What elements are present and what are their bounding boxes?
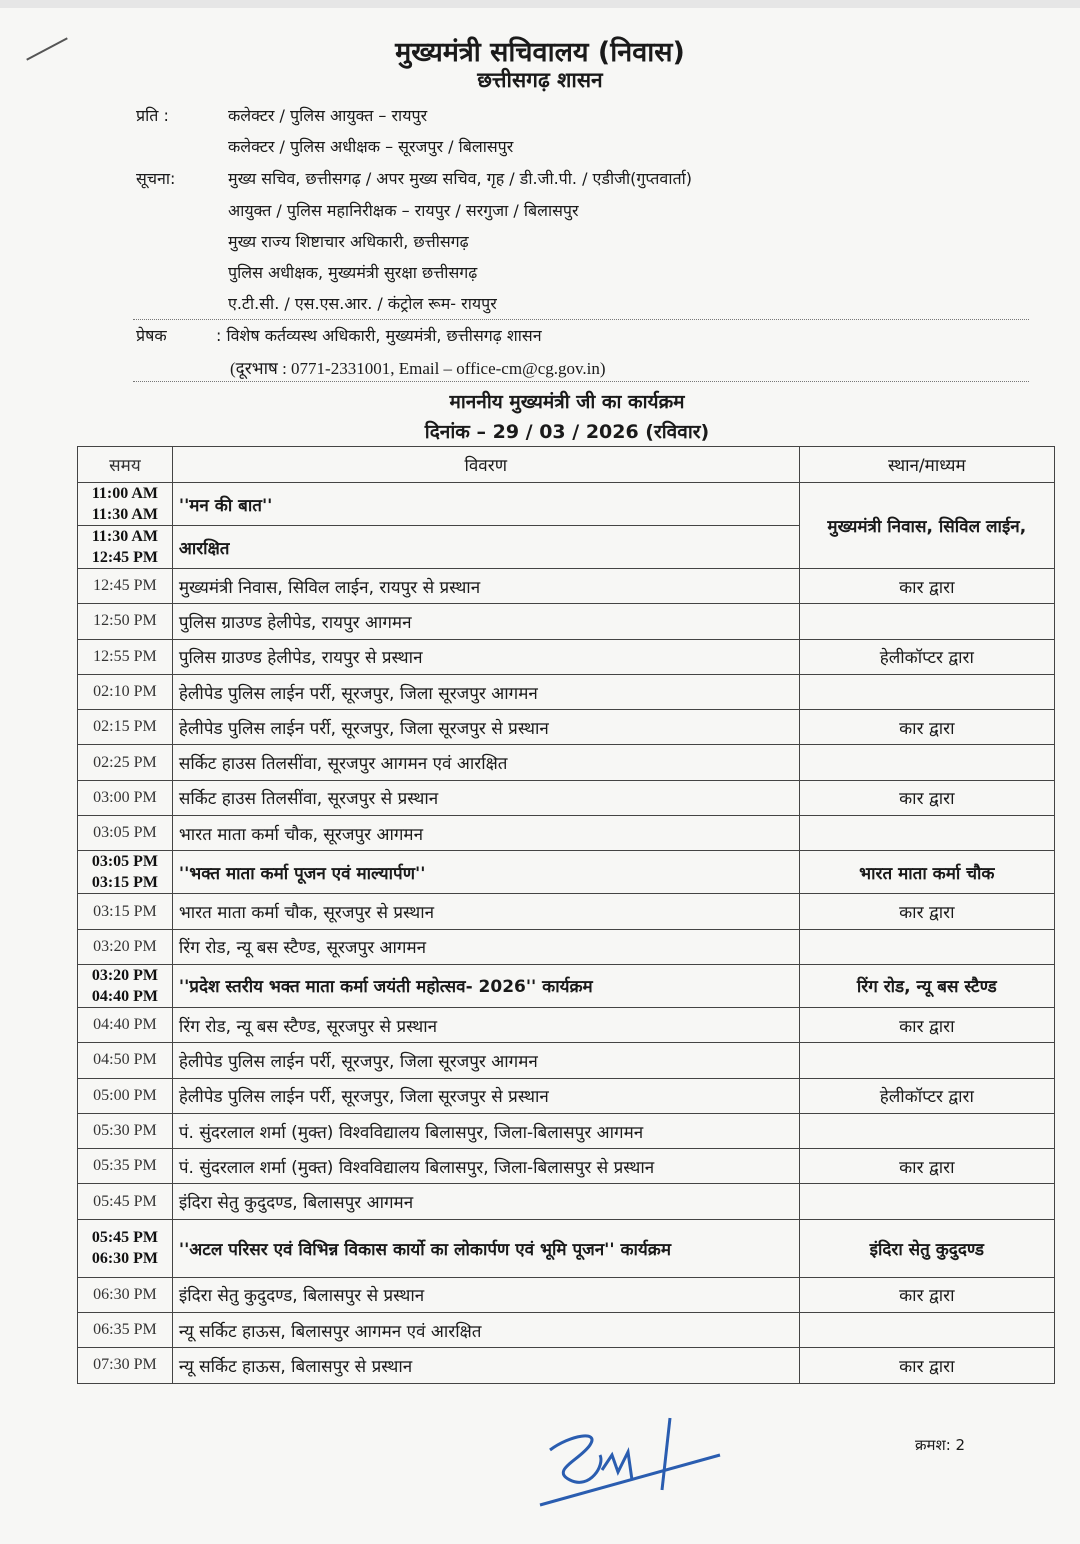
schedule-details: पुलिस ग्राउण्ड हेलीपेड, रायपुर आगमन bbox=[172, 604, 799, 639]
office-subtitle: छत्तीसगढ़ शासन bbox=[477, 68, 603, 92]
schedule-place-mode: कार द्वारा bbox=[799, 710, 1054, 745]
schedule-place-mode: कार द्वारा bbox=[799, 1277, 1054, 1312]
schedule-row bbox=[78, 1184, 1055, 1219]
schedule-time bbox=[78, 1313, 173, 1348]
schedule-details: मुख्यमंत्री निवास, सिविल लाईन, रायपुर से प्रस्थान bbox=[172, 569, 799, 604]
time-value: 04:40 PM bbox=[91, 987, 159, 1005]
suchna-line: आयुक्त / पुलिस महानिरीक्षक – रायपुर / सरगुजा / बिलासपुर bbox=[228, 201, 579, 220]
schedule-time bbox=[78, 604, 173, 639]
time-value: 02:25 PM bbox=[93, 753, 157, 771]
schedule-details: इंदिरा सेतु कुदुदण्ड, बिलासपुर से प्रस्थान bbox=[172, 1277, 799, 1312]
time-value: 06:30 PM bbox=[91, 1250, 159, 1268]
schedule-row bbox=[78, 604, 1055, 639]
schedule-time bbox=[78, 710, 173, 745]
schedule-place-mode: कार द्वारा bbox=[799, 1007, 1054, 1042]
schedule-place-mode bbox=[799, 674, 1054, 709]
schedule-row bbox=[78, 1113, 1055, 1148]
suchna-label: सूचना: bbox=[136, 169, 176, 188]
schedule-row bbox=[78, 1007, 1055, 1042]
schedule-details: हेलीपेड पुलिस लाईन पर्री, सूरजपुर, जिला सूरजपुर से प्रस्थान bbox=[172, 710, 799, 745]
schedule-details: भारत माता कर्मा चौक, सूरजपुर से प्रस्थान bbox=[172, 894, 799, 929]
time-value: 06:30 PM bbox=[93, 1285, 157, 1303]
schedule-place-mode: कार द्वारा bbox=[799, 1348, 1054, 1383]
schedule-time bbox=[78, 1149, 173, 1184]
schedule-place-mode: कार द्वारा bbox=[799, 780, 1054, 815]
time-value: 11:30 AM bbox=[91, 528, 159, 545]
schedule-time bbox=[78, 894, 173, 929]
preshak-line: : विशेष कर्तव्यस्थ अधिकारी, मुख्यमंत्री, छत्तीसगढ़ शासन bbox=[216, 326, 542, 345]
schedule-details: सर्किट हाउस तिलसींवा, सूरजपुर से प्रस्थान bbox=[172, 780, 799, 815]
schedule-time bbox=[78, 639, 173, 674]
schedule-details: रिंग रोड, न्यू बस स्टैण्ड, सूरजपुर आगमन bbox=[172, 929, 799, 964]
schedule-time bbox=[78, 1348, 173, 1383]
time-value: 03:20 PM bbox=[91, 966, 159, 984]
schedule-place-mode: रिंग रोड, न्यू बस स्टैण्ड bbox=[799, 964, 1054, 1007]
column-header-place-mode: स्थान/माध्यम bbox=[799, 447, 1054, 483]
schedule-row bbox=[78, 710, 1055, 745]
time-value: 03:20 PM bbox=[93, 937, 157, 955]
divider bbox=[133, 381, 1029, 382]
schedule-place-mode bbox=[799, 816, 1054, 851]
time-value: 03:05 PM bbox=[93, 824, 157, 842]
time-value: 03:05 PM bbox=[91, 853, 159, 871]
schedule-details: इंदिरा सेतु कुदुदण्ड, बिलासपुर आगमन bbox=[172, 1184, 799, 1219]
scan-top-edge bbox=[0, 0, 1080, 8]
schedule-time bbox=[78, 816, 173, 851]
schedule-time bbox=[78, 1277, 173, 1312]
schedule-details: आरक्षित bbox=[172, 526, 799, 569]
schedule-row bbox=[78, 1219, 1055, 1277]
schedule-place-mode: हेलीकॉप्टर द्वारा bbox=[799, 1078, 1054, 1113]
schedule-row bbox=[78, 1313, 1055, 1348]
schedule-time bbox=[78, 780, 173, 815]
schedule-details: भारत माता कर्मा चौक, सूरजपुर आगमन bbox=[172, 816, 799, 851]
schedule-row bbox=[78, 1043, 1055, 1078]
schedule-row bbox=[78, 569, 1055, 604]
schedule-details: पुलिस ग्राउण्ड हेलीपेड, रायपुर से प्रस्थान bbox=[172, 639, 799, 674]
suchna-line: मुख्य राज्य शिष्टाचार अधिकारी, छत्तीसगढ़ bbox=[228, 232, 469, 251]
schedule-place-mode bbox=[799, 1313, 1054, 1348]
schedule-time bbox=[78, 745, 173, 780]
schedule-details: न्यू सर्किट हाऊस, बिलासपुर से प्रस्थान bbox=[172, 1348, 799, 1383]
schedule-details: सर्किट हाउस तिलसींवा, सूरजपुर आगमन एवं आरक्षित bbox=[172, 745, 799, 780]
schedule-title: माननीय मुख्यमंत्री जी का कार्यक्रम bbox=[449, 391, 685, 413]
schedule-row bbox=[78, 483, 1055, 526]
schedule-place-mode bbox=[799, 1043, 1054, 1078]
continued-page-marker: क्रमश: 2 bbox=[915, 1436, 966, 1454]
time-value: 05:45 PM bbox=[93, 1192, 157, 1210]
schedule-time bbox=[78, 851, 173, 894]
suchna-line: ए.टी.सी. / एस.एस.आर. / कंट्रोल रूम- रायपुर bbox=[228, 294, 497, 313]
schedule-time bbox=[78, 1007, 173, 1042]
time-value: 04:50 PM bbox=[93, 1051, 157, 1069]
time-value: 05:30 PM bbox=[93, 1122, 157, 1139]
schedule-time bbox=[78, 929, 173, 964]
schedule-details: पं. सुंदरलाल शर्मा (मुक्त) विश्वविद्यालय बिलासपुर, जिला-बिलासपुर आगमन bbox=[172, 1113, 799, 1148]
schedule-details: पं. सुंदरलाल शर्मा (मुक्त) विश्वविद्यालय बिलासपुर, जिला-बिलासपुर से प्रस्थान bbox=[172, 1149, 799, 1184]
column-header-details: विवरण bbox=[172, 447, 799, 483]
schedule-row bbox=[78, 964, 1055, 1007]
time-value: 05:00 PM bbox=[93, 1086, 157, 1104]
time-value: 02:10 PM bbox=[93, 683, 157, 701]
schedule-place-mode: कार द्वारा bbox=[799, 569, 1054, 604]
time-value: 04:40 PM bbox=[93, 1016, 157, 1034]
time-value: 03:00 PM bbox=[93, 788, 157, 806]
schedule-row bbox=[78, 929, 1055, 964]
schedule-time bbox=[78, 1184, 173, 1219]
time-value: 07:30 PM bbox=[93, 1356, 157, 1374]
schedule-row bbox=[78, 639, 1055, 674]
contact-line: (दूरभाष : 0771-2331001, Email – office-cm@cg.gov.in) bbox=[230, 359, 606, 378]
schedule-row bbox=[78, 780, 1055, 815]
schedule-place-mode: मुख्यमंत्री निवास, सिविल लाईन, bbox=[799, 483, 1054, 569]
schedule-time bbox=[78, 1113, 173, 1148]
time-value: 12:45 PM bbox=[93, 577, 157, 595]
time-value: 11:00 AM bbox=[91, 485, 159, 502]
schedule-place-mode bbox=[799, 604, 1054, 639]
time-value: 12:50 PM bbox=[93, 612, 157, 630]
schedule-details: ''प्रदेश स्तरीय भक्त माता कर्मा जयंती महोत्सव- 2026'' कार्यक्रम bbox=[172, 964, 799, 1007]
signature-icon bbox=[530, 1410, 730, 1510]
preshak-label: प्रेषक bbox=[136, 326, 167, 345]
schedule-details: हेलीपेड पुलिस लाईन पर्री, सूरजपुर, जिला सूरजपुर से प्रस्थान bbox=[172, 1078, 799, 1113]
schedule-details: ''मन की बात'' bbox=[172, 483, 799, 526]
prati-line: कलेक्टर / पुलिस आयुक्त – रायपुर bbox=[228, 106, 428, 125]
office-title: मुख्यमंत्री सचिवालय (निवास) bbox=[395, 37, 685, 68]
schedule-details: ''अटल परिसर एवं विभिन्न विकास कार्यो का लोकार्पण एवं भूमि पूजन'' कार्यक्रम bbox=[172, 1219, 799, 1277]
time-value: 05:35 PM bbox=[93, 1157, 157, 1175]
schedule-place-mode bbox=[799, 1113, 1054, 1148]
schedule-place-mode bbox=[799, 1184, 1054, 1219]
schedule-details: न्यू सर्किट हाऊस, बिलासपुर आगमन एवं आरक्षित bbox=[172, 1313, 799, 1348]
schedule-row bbox=[78, 816, 1055, 851]
schedule-place-mode: भारत माता कर्मा चौक bbox=[799, 851, 1054, 894]
divider bbox=[133, 319, 1029, 320]
schedule-row bbox=[78, 851, 1055, 894]
schedule-place-mode: कार द्वारा bbox=[799, 894, 1054, 929]
time-value: 12:45 PM bbox=[91, 549, 159, 566]
suchna-line: मुख्य सचिव, छत्तीसगढ़ / अपर मुख्य सचिव, गृह / डी.जी.पी. / एडीजी(गुप्तवार्ता) bbox=[228, 169, 692, 188]
time-value: 06:35 PM bbox=[93, 1321, 157, 1339]
schedule-row bbox=[78, 674, 1055, 709]
schedule-row bbox=[78, 1078, 1055, 1113]
schedule-details: ''भक्त माता कर्मा पूजन एवं माल्यार्पण'' bbox=[172, 851, 799, 894]
schedule-date: दिनांक – 29 / 03 / 2026 (रविवार) bbox=[424, 421, 710, 443]
schedule-table bbox=[77, 446, 1055, 1384]
schedule-details: हेलीपेड पुलिस लाईन पर्री, सूरजपुर, जिला सूरजपुर आगमन bbox=[172, 674, 799, 709]
time-value: 05:45 PM bbox=[91, 1229, 159, 1247]
schedule-place-mode: इंदिरा सेतु कुदुदण्ड bbox=[799, 1219, 1054, 1277]
time-value: 02:15 PM bbox=[93, 718, 157, 736]
schedule-place-mode: कार द्वारा bbox=[799, 1149, 1054, 1184]
schedule-row bbox=[78, 1149, 1055, 1184]
schedule-time bbox=[78, 964, 173, 1007]
schedule-place-mode bbox=[799, 929, 1054, 964]
schedule-details: हेलीपेड पुलिस लाईन पर्री, सूरजपुर, जिला सूरजपुर आगमन bbox=[172, 1043, 799, 1078]
time-value: 12:55 PM bbox=[93, 647, 157, 665]
schedule-time bbox=[78, 483, 173, 526]
schedule-time bbox=[78, 1219, 173, 1277]
schedule-place-mode bbox=[799, 745, 1054, 780]
prati-label: प्रति : bbox=[136, 106, 169, 125]
schedule-time bbox=[78, 526, 173, 569]
time-value: 03:15 PM bbox=[91, 874, 159, 892]
schedule-row bbox=[78, 1277, 1055, 1312]
schedule-time bbox=[78, 569, 173, 604]
schedule-details: रिंग रोड, न्यू बस स्टैण्ड, सूरजपुर से प्रस्थान bbox=[172, 1007, 799, 1042]
schedule-time bbox=[78, 1043, 173, 1078]
schedule-place-mode: हेलीकॉप्टर द्वारा bbox=[799, 639, 1054, 674]
schedule-row bbox=[78, 1348, 1055, 1383]
column-header-time: समय bbox=[78, 447, 173, 483]
schedule-time bbox=[78, 674, 173, 709]
prati-line: कलेक्टर / पुलिस अधीक्षक – सूरजपुर / बिलासपुर bbox=[228, 137, 514, 156]
schedule-row bbox=[78, 894, 1055, 929]
time-value: 11:30 AM bbox=[91, 506, 159, 523]
suchna-line: पुलिस अधीक्षक, मुख्यमंत्री सुरक्षा छत्तीसगढ़ bbox=[228, 263, 478, 282]
schedule-time bbox=[78, 1078, 173, 1113]
time-value: 03:15 PM bbox=[93, 902, 157, 920]
schedule-row bbox=[78, 745, 1055, 780]
